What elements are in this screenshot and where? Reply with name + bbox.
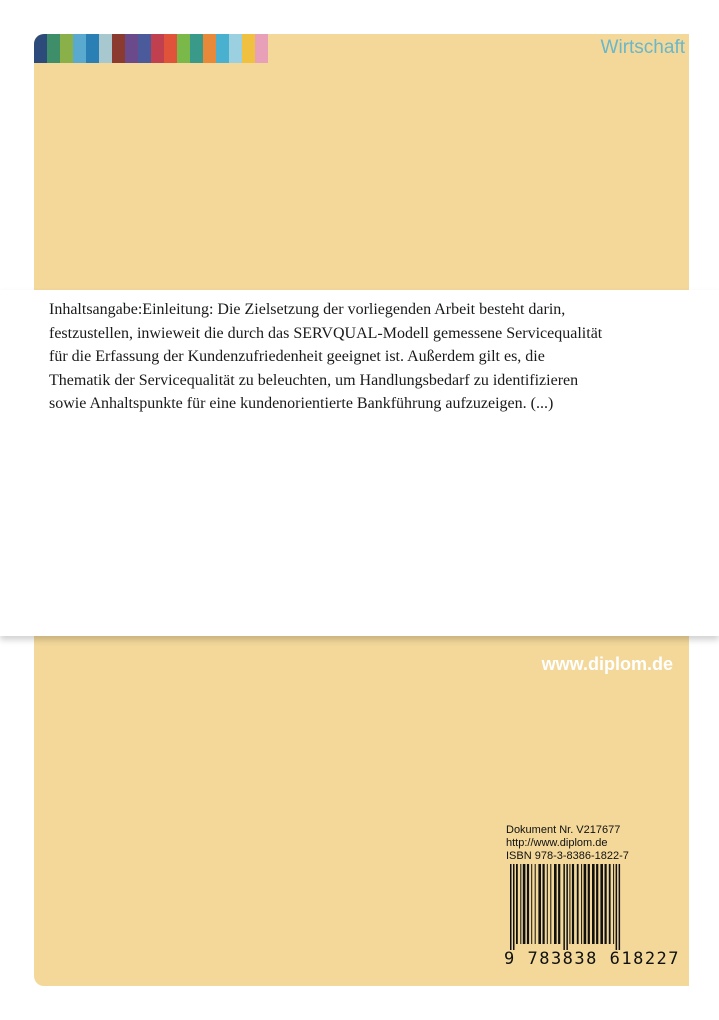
top-color-panel (34, 34, 689, 290)
barcode-bar (588, 864, 590, 944)
color-strip-segment (138, 34, 151, 63)
barcode-bar (554, 864, 557, 944)
barcode-bar (510, 864, 512, 950)
color-strip-segment (125, 34, 138, 63)
barcode-bar (596, 864, 598, 944)
color-strip-segment (112, 34, 125, 63)
color-strip-segment (34, 34, 47, 63)
color-strip (34, 34, 268, 63)
barcode-bar (619, 864, 621, 950)
barcode-bar (547, 864, 548, 944)
barcode-bar (563, 864, 565, 950)
abstract-band (0, 290, 719, 636)
barcode-bar (566, 864, 568, 950)
color-strip-segment (255, 34, 268, 63)
barcode-bar (609, 864, 611, 944)
barcode-bar (543, 864, 545, 944)
publisher-website: www.diplom.de (541, 654, 673, 674)
barcode-bar (613, 864, 614, 944)
color-strip-segment (177, 34, 190, 63)
barcode-bar (513, 864, 515, 950)
barcode-bars (504, 864, 684, 950)
barcode-bar (584, 864, 587, 944)
barcode (504, 864, 684, 972)
abstract-text: Inhaltsangabe:Einleitung: Die Zielsetzung der vorliegenden Arbeit besteht darin, festzustellen, inwieweit die durch das SERVQUAL-Modell gemessene Servicequalität für die Erfassung der Kundenzufriedenheit geeignet ist. Außerdem gilt es, die Thematik der Servicequalität zu beleuchten, um Handlungsbedarf zu identifizieren sowie Anhaltspunkte für eine kundenorientierte Bankführung aufzuzeigen. (...) (49, 301, 603, 412)
isbn: ISBN 978-3-8386-1822-7 (506, 850, 629, 862)
color-strip-segment (242, 34, 255, 63)
color-strip-segment (60, 34, 73, 63)
barcode-bar (572, 864, 574, 944)
color-strip-segment (216, 34, 229, 63)
category-label: Wirtschaft (600, 37, 685, 58)
barcode-bar (558, 864, 560, 944)
color-strip-segment (229, 34, 242, 63)
barcode-bar (616, 864, 618, 950)
barcode-bar (550, 864, 551, 944)
color-strip-segment (47, 34, 60, 63)
barcode-bar (592, 864, 595, 944)
barcode-bar (569, 864, 570, 944)
barcode-bar (520, 864, 521, 944)
color-strip-segment (203, 34, 216, 63)
barcode-bar (531, 864, 532, 944)
document-number: Dokument Nr. V217677 (506, 824, 621, 836)
color-strip-segment (99, 34, 112, 63)
barcode-bar (605, 864, 607, 944)
color-strip-segment (164, 34, 177, 63)
document-info (506, 824, 629, 863)
barcode-bar (527, 864, 529, 944)
barcode-digits: 9 783838 618227 (504, 949, 681, 969)
color-strip-segment (190, 34, 203, 63)
barcode-bar (577, 864, 579, 944)
color-strip-segment (151, 34, 164, 63)
barcode-bar (581, 864, 582, 944)
color-strip-segment (86, 34, 99, 63)
bottom-color-panel (34, 636, 689, 986)
barcode-bar (516, 864, 518, 944)
barcode-bar (523, 864, 526, 944)
color-strip-segment (73, 34, 86, 63)
barcode-bar (535, 864, 536, 944)
document-url: http://www.diplom.de (506, 837, 608, 849)
barcode-bar (600, 864, 603, 944)
barcode-bar (538, 864, 541, 944)
